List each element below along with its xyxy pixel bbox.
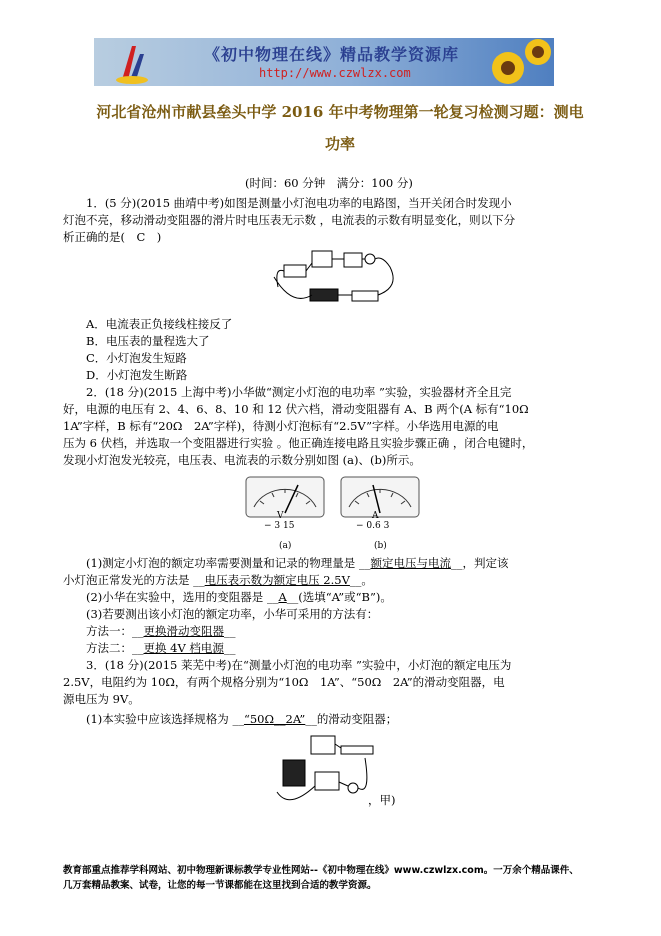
- q2-sub2: [86, 589, 392, 606]
- q1-line1: 1．(5 分)(2015 曲靖中考)如图是测量小灯泡电功率的电路图，当开关闭合时发现小: [86, 196, 512, 210]
- exam-meta: (时间：60 分钟 满分：100 分): [245, 176, 413, 190]
- sunflower-icon: [486, 38, 554, 86]
- q2-method2-answer: 更换 4V 档电源: [143, 641, 224, 655]
- q3-sub1-prefix: (1)本实验中应该选择规格为 __: [86, 712, 244, 726]
- q2-sub3: (3)若要测出该小灯泡的额定功率，小华可采用的方法有：: [86, 607, 379, 621]
- q2-method1-suffix: __: [224, 624, 236, 638]
- banner-url[interactable]: http://www.czwlzx.com: [259, 66, 411, 80]
- q3-line1: 3．(18 分)(2015 莱芜中考)在“测量小灯泡的电功率 ”实验中，小灯泡的额定电压为: [86, 658, 512, 672]
- header-banner: [94, 38, 554, 86]
- figure-a-label: (a): [279, 541, 292, 551]
- q2-line3: 1A”字样，B 标有“20Ω 2A”字样)，待测小灯泡标有“2.5V”字样。小华选用电源的电: [63, 419, 499, 433]
- meter-a-symbol: V: [277, 511, 284, 521]
- q2-sub1-suffix: __，判定该: [450, 556, 509, 570]
- q2-sub1-line2-prefix: 小灯泡正常发光的方法是 __: [63, 573, 205, 587]
- logo-icon: [112, 40, 152, 84]
- footer-line2: 几万套精品教案、试卷，让您的每一节课都能在这里找到合适的教学资源。: [63, 880, 377, 891]
- q1-option-c: C．小灯泡发生短路: [86, 351, 187, 365]
- q2-sub1-prefix: (1)测定小灯泡的额定功率需要测量和记录的物理量是 __: [86, 556, 371, 570]
- q2-sub1-answer: 额定电压与电流: [370, 556, 451, 570]
- q2-sub1-answer2: 电压表示数为额定电压 2.5V: [204, 573, 350, 587]
- document-title: [80, 96, 600, 160]
- q2-sub2-answer: A: [278, 590, 287, 604]
- banner-title: 《初中物理在线》精品教学资源库: [204, 45, 460, 64]
- q2-method1-answer: 更换滑动变阻器: [143, 624, 224, 638]
- q1-line3: 析正确的是( C ): [63, 230, 162, 244]
- q3-line3: 源电压为 9V。: [63, 692, 140, 706]
- q3-sub1-answer: “50Ω__2A”: [243, 712, 306, 726]
- meter-b-symbol: A: [372, 511, 379, 521]
- q1-line2: 灯泡不亮，移动滑动变阻器的滑片时电压表无示数 ，电流表的示数有明显变化，则以下分: [63, 213, 516, 227]
- meter-b-terminals: − 0.6 3: [356, 521, 390, 531]
- q3-figure-caption: ，甲): [368, 793, 396, 807]
- q2-method2-prefix: 方法二：__: [86, 641, 144, 655]
- q2-sub1-line2: [63, 572, 373, 589]
- q1-circuit-figure: [272, 247, 402, 311]
- figure-b-label: (b): [374, 541, 387, 551]
- q1-option-b: B．电压表的量程选大了: [86, 334, 210, 348]
- page-footer: [63, 863, 603, 893]
- q2-line2: 好，电源的电压有 2、4、6、8、10 和 12 伏六档，滑动变阻器有 A、B 两个(A 标有“10Ω: [63, 402, 529, 416]
- q2-method2: [86, 640, 235, 657]
- q2-method1: [86, 623, 236, 640]
- q2-line1: 2．(18 分)(2015 上海中考)小华做“测定小灯泡的电功率 ”实验，实验器材齐全且完: [86, 385, 512, 399]
- q2-line4: 压为 6 伏档，并选取一个变阻器进行实验 。他正确连接电路且实验步骤正确 ，闭合电键时，: [63, 436, 534, 450]
- q2-sub2-suffix: __(选填“A”或“B”)。: [286, 590, 392, 604]
- q2-method1-prefix: 方法一：__: [86, 624, 144, 638]
- q1-option-d: D．小灯泡发生断路: [86, 368, 188, 382]
- document-title-line2: 功率: [324, 135, 355, 153]
- meter-a-terminals: − 3 15: [264, 521, 295, 531]
- q1-option-a: A．电流表正负接线柱接反了: [86, 317, 233, 331]
- q3-sub1: [86, 711, 397, 728]
- document-title-line1: 河北省沧州市献县垒头中学 2016 年中考物理第一轮复习检测习题：测电: [96, 103, 584, 121]
- q2-sub1: [86, 555, 508, 572]
- q3-sub1-suffix: __的滑动变阻器；: [305, 712, 398, 726]
- q2-line5: 发现小灯泡发光较亮，电压表、电流表的示数分别如图 (a)、(b)所示。: [63, 453, 421, 467]
- q3-line2: 2.5V，电阻约为 10Ω，有两个规格分别为“10Ω 1A”、“50Ω 2A”的滑动变阻器，电: [63, 675, 505, 689]
- q2-sub1-line2-suffix: __。: [349, 573, 373, 587]
- q2-sub2-prefix: (2)小华在实验中，选用的变阻器是 __: [86, 590, 279, 604]
- footer-line1: 教育部重点推荐学科网站、初中物理新课标教学专业性网站--《初中物理在线》www.czwlzx.com。一万余个精品课件、: [63, 865, 579, 876]
- q2-method2-suffix: __: [223, 641, 236, 655]
